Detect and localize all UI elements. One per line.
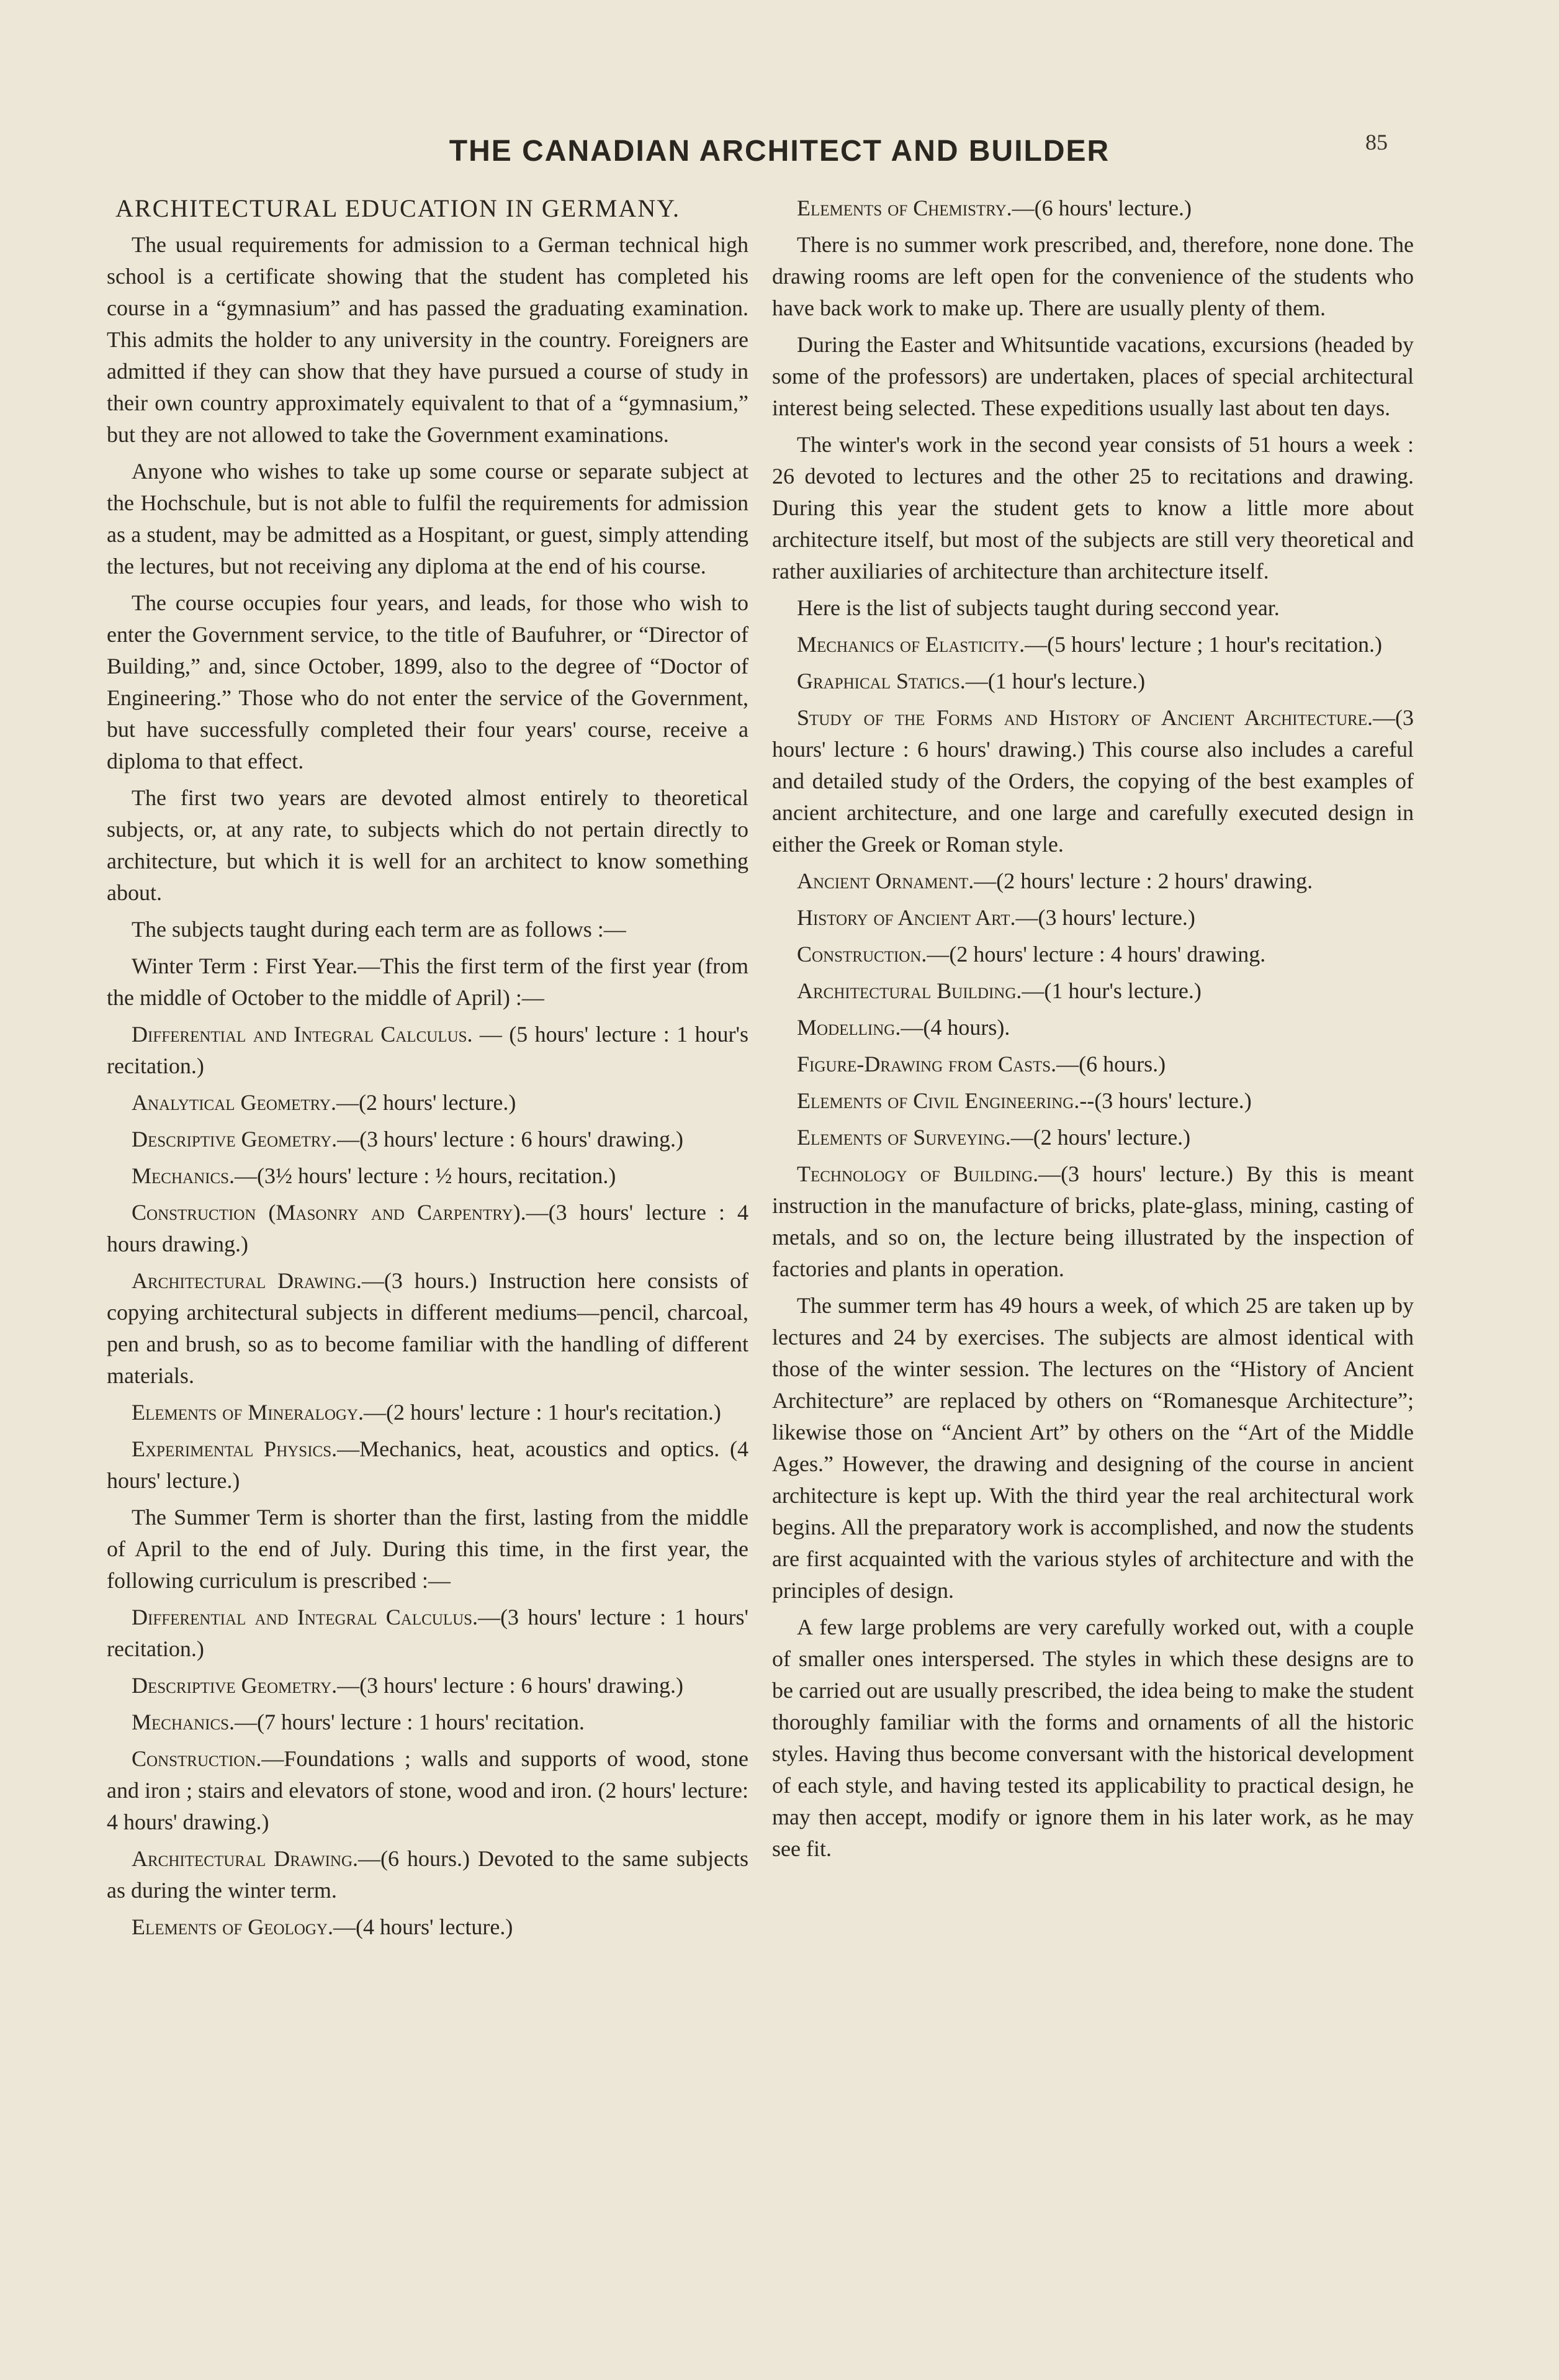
subject-details: —(7 hours' lecture : 1 hours' recitation. — [235, 1710, 585, 1734]
subject-name: Elements of Civil Engineering. — [797, 1088, 1080, 1113]
subject-details: —Foundations ; walls and supports of wood, stone and iron ; stairs and elevators of stone, wood and iron. (2 hours' lecture: 4 hours' drawing.) — [107, 1746, 748, 1834]
curriculum-entry — [772, 1085, 1414, 1117]
right-column-body — [772, 192, 1414, 1865]
subject-details: --(3 hours' lecture.) — [1079, 1088, 1252, 1113]
subject-name: Graphical Statics. — [797, 669, 966, 693]
curriculum-entry — [107, 1843, 748, 1906]
article-paragraph — [107, 914, 748, 945]
subject-details: —(3 hours' lecture.) — [1015, 905, 1195, 930]
curriculum-entry — [772, 1122, 1414, 1153]
left-column-body — [107, 229, 748, 1943]
article-paragraph — [772, 429, 1414, 587]
curriculum-entry — [107, 1019, 748, 1082]
left-column — [107, 192, 748, 1948]
curriculum-entry — [107, 1160, 748, 1192]
paragraph-text: The usual requirements for admission to a German technical high school is a certificate showing that the student has completed his course in a “gymnasium” and has passed the graduating examination. This admits the holder to any university in the country. Foreigners are admitted if they can show that they have pursued a course of study in their own country approximately equivalent to that of a “gymnasium,” but they are not allowed to take the Government examinations. — [107, 232, 748, 447]
paragraph-text: Anyone who wishes to take up some course or separate subject at the Hochschule, but is not able to fulfil the requirements for admission as a student, may be admitted as a Hospitant, or guest, simply attending the lectures, but not receiving any diploma at the end of his course. — [107, 459, 748, 579]
subject-name: Mechanics. — [132, 1163, 235, 1188]
curriculum-entry — [107, 1602, 748, 1665]
curriculum-entry — [772, 902, 1414, 934]
paragraph-text: Here is the list of subjects taught during seccond year. — [797, 595, 1280, 620]
paragraph-text: The Summer Term is shorter than the first, lasting from the middle of April to the end of July. During this time, in the first year, the following curriculum is prescribed :— — [107, 1505, 748, 1593]
subject-details: —(6 hours.) — [1056, 1052, 1166, 1076]
curriculum-entry — [772, 1158, 1414, 1285]
subject-details: —(3 hours' lecture : 6 hours' drawing.) — [337, 1127, 683, 1152]
curriculum-entry — [772, 629, 1414, 660]
subject-name: Elements of Geology. — [132, 1914, 333, 1939]
curriculum-entry — [107, 1124, 748, 1155]
article-paragraph — [107, 1502, 748, 1597]
paragraph-text: The course occupies four years, and leads, for those who wish to enter the Government service, to the title of Baufuhrer, or “Director of Building,” and, since October, 1899, also to the degree of “Doctor of Engineering.” Those who do not enter the service of the Government, but have successfully completed their four years' course, receive a diploma to that effect. — [107, 590, 748, 773]
subject-name: Study of the Forms and History of Ancient Architecture. — [797, 705, 1373, 730]
subject-name: Architectural Drawing. — [132, 1268, 362, 1293]
curriculum-entry — [107, 1433, 748, 1497]
article-paragraph — [107, 456, 748, 582]
curriculum-entry — [107, 1670, 748, 1702]
subject-details: —(2 hours' lecture.) — [336, 1090, 516, 1115]
subject-name: Architectural Drawing. — [132, 1846, 359, 1871]
article-paragraph — [772, 1290, 1414, 1607]
subject-name: Construction (Masonry and Carpentry). — [132, 1200, 526, 1225]
article-paragraph — [772, 329, 1414, 424]
masthead-title: THE CANADIAN ARCHITECT AND BUILDER — [449, 135, 1110, 168]
subject-details: —(3 hours' lecture : 6 hours' drawing.) This course also includes a careful and detailed study of the Orders, the copying of the best examples of ancient architecture, and one large and carefully executed design in either the Greek or Roman style. — [772, 705, 1414, 857]
subject-details: —(6 hours.) Devoted to the same subjects as during the winter term. — [107, 1846, 748, 1903]
subject-details: —(3½ hours' lecture : ½ hours, recitation.) — [235, 1163, 616, 1188]
paragraph-text: There is no summer work prescribed, and, therefore, none done. The drawing rooms are left open for the convenience of the students who have back work to make up. There are usually plenty of them. — [772, 232, 1414, 320]
article-paragraph — [772, 229, 1414, 324]
subject-details: —(4 hours). — [901, 1015, 1010, 1040]
curriculum-entry — [772, 1048, 1414, 1080]
paragraph-text: The winter's work in the second year consists of 51 hours a week : 26 devoted to lectures and the other 25 to recitations and drawing. During this year the student gets to know a little more about architecture itself, but most of the subjects are still very theoretical and rather auxiliaries of architecture than architecture itself. — [772, 432, 1414, 584]
subject-details: —(2 hours' lecture : 1 hour's recitation.) — [364, 1400, 721, 1425]
curriculum-entry — [107, 1265, 748, 1392]
subject-name: Analytical Geometry. — [132, 1090, 336, 1115]
curriculum-entry — [772, 192, 1414, 224]
curriculum-entry — [107, 1197, 748, 1260]
subject-details: —(1 hour's lecture.) — [1022, 978, 1202, 1003]
subject-name: Descriptive Geometry. — [132, 1673, 338, 1698]
paragraph-text: During the Easter and Whitsuntide vacations, excursions (headed by some of the professors) are undertaken, places of special architectural interest being selected. These expeditions usually last about ten days. — [772, 332, 1414, 420]
subject-details: —(5 hours' lecture ; 1 hour's recitation.) — [1025, 632, 1382, 657]
curriculum-entry — [772, 939, 1414, 970]
article-paragraph — [772, 1611, 1414, 1865]
subject-name: Elements of Surveying. — [797, 1125, 1011, 1150]
subject-name: Construction. — [132, 1746, 262, 1771]
paragraph-text: The summer term has 49 hours a week, of which 25 are taken up by lectures and 24 by exercises. The subjects are almost identical with those of the winter session. The lectures on the “History of Ancient Architecture” are replaced by others on “Romanesque Architecture”; likewise those on “Ancient Art” by others on the “Art of the Middle Ages.” However, the drawing and designing of the course in ancient architecture is kept up. With the third year the real architectural work begins. All the preparatory work is accomplished, and now the students are first acquainted with the various styles of architecture and with the principles of design. — [772, 1293, 1414, 1603]
subject-details: — (5 hours' lecture : 1 hour's recitation.) — [107, 1022, 748, 1078]
subject-name: Experimental Physics. — [132, 1436, 338, 1461]
article-paragraph — [107, 782, 748, 909]
subject-name: Elements of Mineralogy. — [132, 1400, 364, 1425]
subject-details: —(3 hours' lecture : 4 hours drawing.) — [107, 1200, 748, 1256]
subject-details: —Mechanics, heat, acoustics and optics. (4 hours' lecture.) — [107, 1436, 748, 1493]
article-paragraph — [107, 950, 748, 1014]
subject-name: Technology of Building. — [797, 1161, 1039, 1186]
curriculum-entry — [772, 975, 1414, 1007]
subject-name: Construction. — [797, 942, 927, 967]
paragraph-text: A few large problems are very carefully worked out, with a couple of smaller ones interspersed. The styles in which these designs are to be carried out are usually prescribed, the idea being to make the student thoroughly familiar with the forms and ornaments of all the historic styles. Having thus become conversant with the historical development of each style, and having tested its applicability to practical design, he may then accept, modify or ignore them in his later work, as he may see fit. — [772, 1615, 1414, 1861]
article-paragraph — [772, 592, 1414, 624]
paragraph-text: The first two years are devoted almost entirely to theoretical subjects, or, at any rate, to subjects which do not pertain directly to architecture, but which it is well for an architect to know something about. — [107, 785, 748, 905]
article-paragraph — [107, 229, 748, 451]
curriculum-entry — [772, 665, 1414, 697]
subject-name: Differential and Integral Calculus. — [132, 1022, 473, 1047]
right-column — [772, 192, 1414, 1870]
subject-details: —(3 hours' lecture.) By this is meant instruction in the manufacture of bricks, plate-glass, mining, casting of metals, and so on, the lecture being illustrated by the inspection of factories and plants in operation. — [772, 1161, 1414, 1281]
subject-details: —(1 hour's lecture.) — [965, 669, 1146, 693]
subject-details: —(4 hours' lecture.) — [333, 1914, 513, 1939]
paragraph-text: The subjects taught during each term are as follows :— — [132, 917, 626, 942]
curriculum-entry — [107, 1743, 748, 1838]
paragraph-text: Winter Term : First Year.—This the first term of the first year (from the middle of October to the middle of April) :— — [107, 953, 748, 1010]
article-title: ARCHITECTURAL EDUCATION IN GERMANY. — [115, 194, 680, 222]
curriculum-entry — [107, 1397, 748, 1428]
subject-name: Architectural Building. — [797, 978, 1022, 1003]
subject-details: —(2 hours' lecture : 4 hours' drawing. — [927, 942, 1266, 967]
curriculum-entry — [107, 1911, 748, 1943]
subject-name: Mechanics of Elasticity. — [797, 632, 1025, 657]
curriculum-entry — [107, 1087, 748, 1119]
article-paragraph — [107, 587, 748, 777]
subject-details: —(6 hours' lecture.) — [1012, 196, 1192, 220]
curriculum-entry — [107, 1706, 748, 1738]
subject-name: Descriptive Geometry. — [132, 1127, 338, 1152]
subject-details: —(3 hours' lecture : 6 hours' drawing.) — [337, 1673, 683, 1698]
subject-name: Figure-Drawing from Casts. — [797, 1052, 1057, 1076]
curriculum-entry — [772, 702, 1414, 860]
subject-name: History of Ancient Art. — [797, 905, 1016, 930]
subject-details: —(2 hours' lecture.) — [1010, 1125, 1191, 1150]
subject-name: Differential and Integral Calculus. — [132, 1605, 478, 1629]
subject-details: —(3 hours' lecture : 1 hours' recitation.) — [107, 1605, 749, 1661]
subject-name: Mechanics. — [132, 1710, 235, 1734]
subject-name: Modelling. — [797, 1015, 901, 1040]
page-number: 85 — [1365, 130, 1388, 155]
curriculum-entry — [772, 1012, 1414, 1044]
subject-details: —(3 hours.) Instruction here consists of copying architectural subjects in different mediums—pencil, charcoal, pen and brush, so as to become familiar with the handling of different materials. — [107, 1268, 748, 1388]
subject-name: Ancient Ornament. — [797, 868, 974, 893]
subject-name: Elements of Chemistry. — [797, 196, 1012, 220]
curriculum-entry — [772, 865, 1414, 897]
subject-details: —(2 hours' lecture : 2 hours' drawing. — [974, 868, 1313, 893]
